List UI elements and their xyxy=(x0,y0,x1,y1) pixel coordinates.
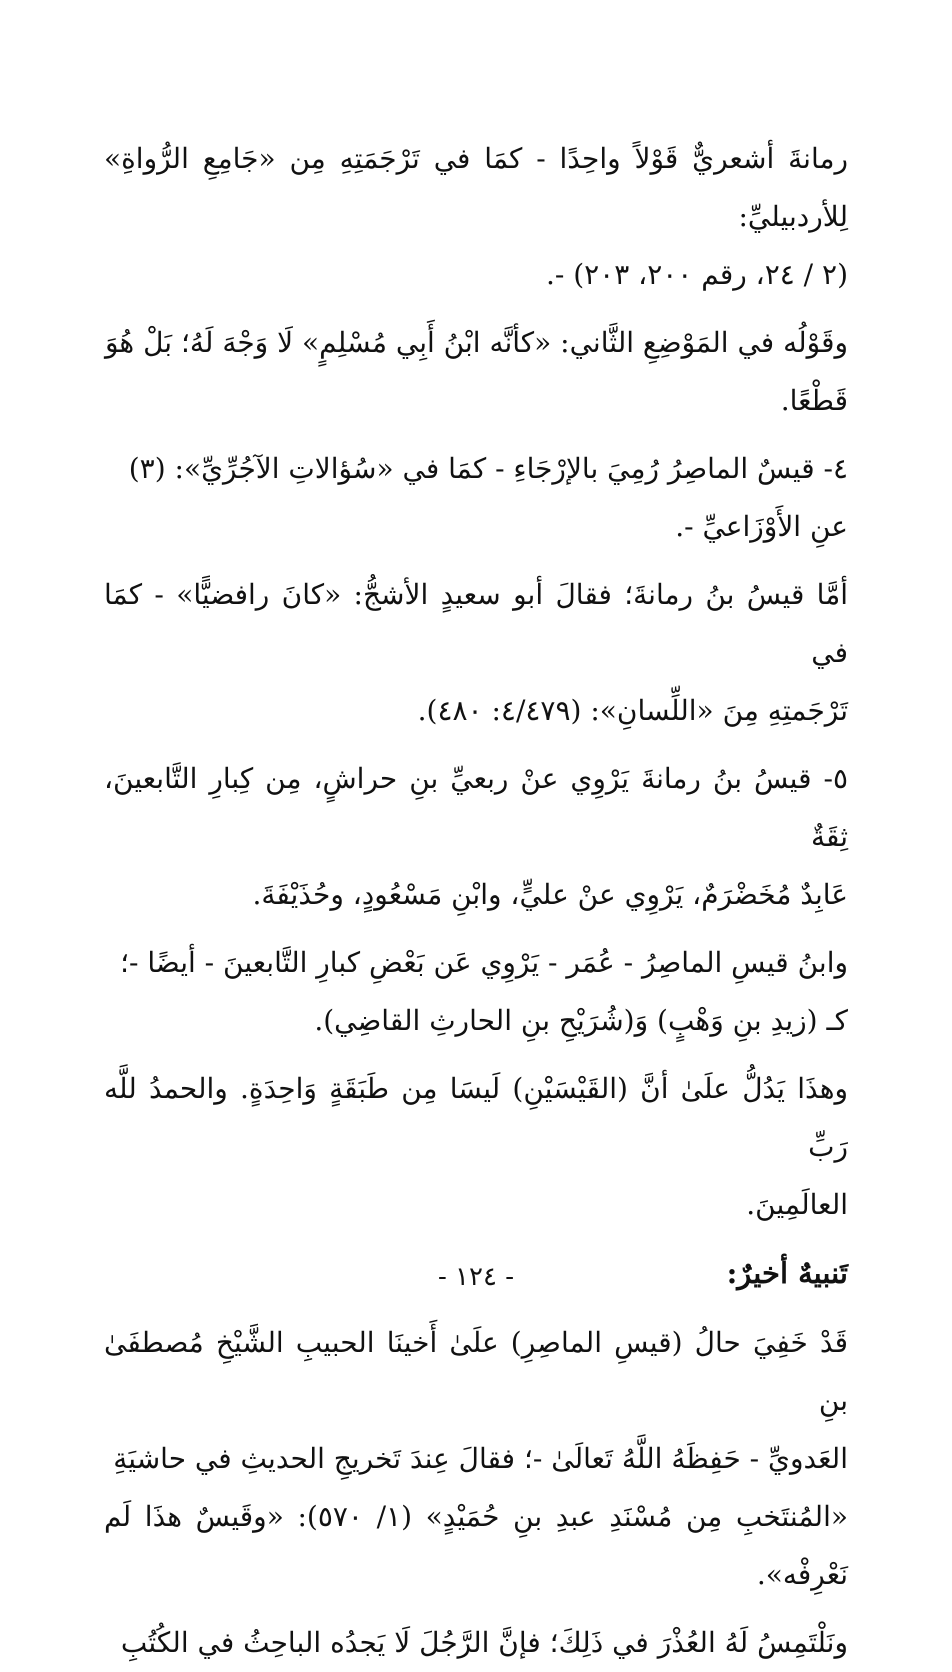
text-line: وقَوْلُه في المَوْضِعِ الثَّاني: «كأنَّه ابْنُ أَبِي مُسْلِمٍ» لَا وَجْهَ لَهُ؛ بَلْ هُوَ xyxy=(104,326,848,359)
paragraph xyxy=(104,566,848,740)
paragraph xyxy=(104,934,848,1050)
text-line: تَرْجَمتِهِ مِنَ «اللِّسانِ»: (٤/٤٧٩: ٤٨٠). xyxy=(417,694,848,727)
body-text-top xyxy=(104,130,848,1234)
text-line: كـ (زيدِ بنِ وَهْبٍ) وَ(شُرَيْحِ بنِ الحارثِ القاضِي). xyxy=(314,1004,848,1037)
text-line: (٢ / ٢٤، رقم ٢٠٠، ٢٠٣) -. xyxy=(545,258,848,291)
paragraph xyxy=(104,1614,848,1672)
text-line: ونَلْتَمِسُ لَهُ العُذْرَ في ذَلِكَ؛ فإنَّ الرَّجُلَ لَا يَجدُه الباحِثُ في الكُتُبِ xyxy=(120,1626,848,1659)
paragraph xyxy=(104,1060,848,1234)
text-line: وهذَا يَدُلُّ علَىٰ أنَّ (القَيْسَيْنِ) لَيسَا مِن طَبَقَةٍ وَاحِدَةٍ. والحمدُ للَّه رَبِّ xyxy=(104,1072,848,1163)
paragraph xyxy=(104,314,848,430)
text-line: عنِ الأَوْزَاعيِّ -. xyxy=(675,510,848,543)
section-heading: تَنبيهٌ أخيرٌ: xyxy=(726,1256,848,1290)
text-line: وابنُ قيسِ الماصِرُ - عُمَر - يَرْوِي عَن بَعْضِ كبارِ التَّابعينَ - أيضًا -؛ xyxy=(120,946,848,979)
text-line: عَابِدٌ مُخَضْرَمٌ، يَرْوِي عنْ عليٍّ، وابْنِ مَسْعُودٍ، وحُذَيْفَةَ. xyxy=(252,878,848,911)
page-number: - ١٢٤ - xyxy=(437,1262,515,1292)
paragraph xyxy=(104,130,848,304)
text-line: قَطْعًا. xyxy=(780,384,848,417)
paragraph xyxy=(104,750,848,924)
text-line: قَدْ خَفِيَ حالُ (قيسِ الماصِرِ) علَىٰ أَخينَا الحبيبِ الشَّيْخِ مُصطفَىٰ بنِ xyxy=(104,1326,848,1417)
text-line: أمَّا قيسُ بنُ رمانةَ؛ فقالَ أبو سعيدٍ الأشجُّ: «كانَ رافضيًّا» - كمَا في xyxy=(104,578,848,669)
text-line: العَدويِّ - حَفِظَهُ اللَّهُ تَعالَىٰ -؛ فقالَ عِندَ تَخريجِ الحديثِ في حاشيَةِ xyxy=(113,1442,848,1475)
body-text-bottom xyxy=(104,1314,848,1672)
text-line: ٤- قيسٌ الماصِرُ رُمِيَ بالإرْجَاءِ - كمَا في «سُؤالاتِ الآجُرِّيِّ»: (٣) xyxy=(128,452,848,485)
text-line: العالَمِينَ. xyxy=(746,1188,848,1221)
paragraph xyxy=(104,1314,848,1604)
paragraph xyxy=(104,440,848,556)
text-line: رمانةَ أشعريٌّ قَوْلاً واحِدًا - كمَا في تَرْجَمَتِهِ مِن «جَامِعِ الرُّواةِ» لِلأردبيليِّ: xyxy=(104,142,848,233)
text-line: ٥- قيسُ بنُ رمانةَ يَرْوِي عنْ ربعيِّ بنِ حراشٍ، مِن كِبارِ التَّابعينَ، ثِقَةٌ xyxy=(104,762,848,853)
text-line: «المُنتَخبِ مِن مُسْنَدِ عبدِ بنِ حُمَيْدٍ» (١/ ٥٧٠): «وقَيسٌ هذَا لَم نَعْرِفْه». xyxy=(104,1500,848,1591)
